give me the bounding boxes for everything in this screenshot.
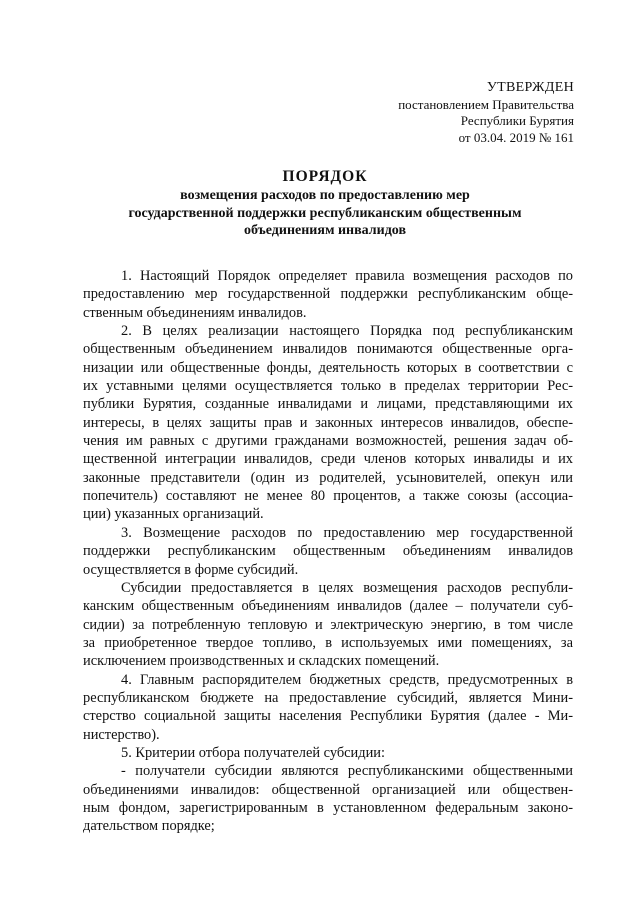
paragraph-5-item-line: объединениями инвалидов: общественной организацией или обществен-: [83, 781, 573, 798]
paragraph-2-line: чения им равных с другими гражданами возможностей, решения задач об-: [83, 433, 573, 450]
document-subtitle-line: возмещения расходов по предоставлению мер: [180, 188, 470, 203]
approval-decree: постановлением Правительства: [398, 96, 574, 112]
paragraph-subsidy-line: канским общественным объединениям инвалидов (далее – получатели суб-: [83, 598, 573, 615]
paragraph-2-line: ции) указанных организаций.: [83, 506, 264, 523]
document-subtitle-line: государственной поддержки республиканским общественным: [128, 205, 522, 221]
paragraph-3-line: 3. Возмещение расходов по предоставлению мер государственной: [121, 524, 573, 541]
paragraph-1-line: предоставлению мер государственной поддержки республиканским обще-: [83, 286, 573, 303]
approval-date-number: от 03.04. 2019 № 161: [458, 129, 574, 145]
paragraph-2-line: щественной интеграции инвалидов, среди членов которых инвалиды и их: [83, 451, 573, 468]
approval-heading: УТВЕРЖДЕН: [486, 80, 574, 95]
document-body: [83, 267, 573, 836]
paragraph-4-line: стерство социальной защиты населения Республики Бурятия (далее - Ми-: [83, 708, 573, 725]
document-subtitle-line: объединениям инвалидов: [243, 223, 407, 238]
paragraph-2-line: попечитель) составляют не менее 80 процентов, а также союзы (ассоциа-: [83, 488, 573, 505]
document-title-block: [80, 167, 570, 240]
paragraph-2-line: интересы, в целях защиты прав и законных интересов инвалидов, обеспе-: [83, 414, 573, 431]
approval-republic: Республики Бурятия: [460, 113, 574, 128]
paragraph-3-line: осуществляется в форме субсидий.: [83, 561, 299, 578]
paragraph-subsidy-line: Субсидии предоставляется в целях возмещения расходов республи-: [121, 579, 573, 596]
paragraph-3-line: поддержки республиканским общественным объединениям инвалидов: [83, 543, 573, 560]
paragraph-5-item-line: дательством порядке;: [83, 818, 215, 835]
paragraph-2-line: общественным объединением инвалидов понимаются общественные орга-: [83, 341, 573, 358]
paragraph-subsidy-line: за приобретенное твердое топливо, в используемых ими помещениях, за: [83, 634, 573, 651]
paragraph-5-item-line: ным фондом, зарегистрированным в установленном федеральным законо-: [83, 799, 573, 816]
paragraph-2-line: 2. В целях реализации настоящего Порядка под республиканским: [121, 323, 573, 340]
paragraph-5-line: 5. Критерии отбора получателей субсидии:: [121, 744, 385, 761]
paragraph-4-line: 4. Главным распорядителем бюджетных средств, предусмотренных в: [121, 671, 573, 688]
approval-stamp: [398, 80, 574, 146]
paragraph-subsidy-line: исключением производственных и складских помещений.: [83, 653, 440, 670]
paragraph-5-item-line: - получатели субсидии являются республиканскими общественными: [121, 763, 573, 780]
paragraph-4-line: нистерство).: [83, 726, 160, 743]
paragraph-1-line: 1. Настоящий Порядок определяет правила возмещения расходов по: [121, 268, 573, 284]
paragraph-2-line: их уставными целями осуществляется только в пределах территории Рес-: [83, 378, 573, 395]
paragraph-1-line: ственным объединениям инвалидов.: [83, 304, 307, 321]
paragraph-2-line: низации или общественные фонды, деятельность которых в соответствии с: [83, 359, 573, 376]
document-title: ПОРЯДОК: [282, 168, 368, 185]
paragraph-subsidy-line: сидии) за потребленную тепловую и электрическую энергию, в том числе: [83, 616, 573, 633]
paragraph-2-line: законные представители (один из родителей, усыновителей, опекун или: [83, 469, 573, 486]
paragraph-2-line: публики Бурятия, созданные инвалидами и лицами, представляющими их: [83, 396, 573, 413]
paragraph-4-line: республиканском бюджете на предоставление субсидий, является Мини-: [83, 689, 573, 706]
